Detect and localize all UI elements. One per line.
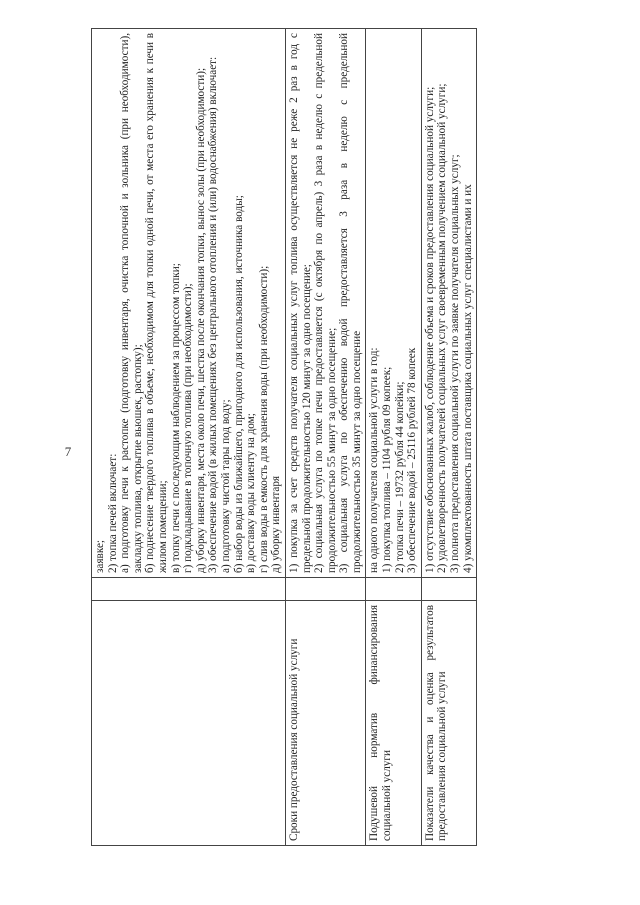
content-line: г) слив воды в емкость для хранения воды (при необходимости); [257, 265, 270, 573]
content-line: 1) отсутствие обоснованных жалоб, соблюдение объема и сроков предоставления социальной услуги; [423, 86, 436, 573]
row-content [92, 29, 286, 578]
table-row [366, 29, 421, 846]
row-content [285, 29, 366, 578]
row-label: Показатели качества и оценка результатов предоставления социальной услуги [421, 601, 476, 846]
service-table [91, 28, 477, 846]
table-row [421, 29, 476, 846]
content-line: д) уборку инвентаря, места около печи, шестка после окончания топки, вынос золы (при необходимости); [194, 67, 207, 573]
content-line: в) топку печи с последующим наблюдением за процессом топки; [169, 263, 182, 573]
page-number: 7 [64, 444, 72, 459]
content-line: д) уборку инвентаря [270, 475, 283, 573]
content-line: 2) топка печей включает: [106, 453, 119, 573]
content-line: 2) социальная услуга по топке печи предоставляется (с октября по апрель) 3 раза в неделю с предельной продолжительностью 55 минут за одно посещение; [313, 33, 338, 573]
content-line: 3) обеспечение водой – 25116 рублей 78 копеек [406, 347, 419, 573]
content-line: на одного получателя социальной услуги в год: [368, 347, 381, 573]
row-label: Подушевой норматив финансирования социальной услуги [366, 601, 421, 846]
content-line: б) набор воды из ближайшего, пригодного для использования, источника воды; [232, 195, 245, 573]
content-line: 3) полнота предоставления социальной услуги по заявке получателя социальных услуг; [449, 154, 462, 573]
row-content [421, 29, 476, 578]
content-line: 2) удовлетворенность получателей социальных услуг своевременным получением социальной услуги; [436, 83, 449, 573]
table-row [92, 29, 286, 846]
row-label [92, 601, 286, 846]
content-line: 1) покупка топлива – 1104 рубля 09 копеек; [381, 366, 394, 573]
content-line: г) подкладывание в топочную топлива (при необходимости); [182, 283, 195, 573]
content-line: 2) топка печи – 19732 рубля 44 копейки; [393, 381, 406, 573]
content-line: 4) укомплектованность штата поставщика социальных услуг специалистами и их [461, 184, 474, 573]
content-line: а) подготовку печи к растопке (подготовку инвентаря, очистка топочной и зольника (при необходимости), закладку топлива, открытие вьюшек, растопку); [119, 33, 144, 573]
row-label: Сроки предоставления социальной услуги [285, 601, 366, 846]
content-line: в) доставку воды клиенту на дом; [245, 413, 258, 573]
content-line: 3) обеспечение водой (в жилых помещениях без центрального отопления и (или) водоснабжения) включает: [207, 56, 220, 573]
document-sheet [91, 33, 571, 846]
content-line: 1) покупка за счет средств получателя социальных услуг топлива осуществляется не реже 2 раз в год с предельной продолжительностью 120 минут за одно посещение; [287, 33, 313, 573]
row-spacer-cell [285, 578, 366, 601]
row-content [366, 29, 421, 578]
content-line: б) поднесение твердого топлива в объеме, необходимом для топки одной печи, от места его хранения к печи в жилом помещении; [144, 33, 169, 573]
content-line: а) подготовку чистой тары под воду; [219, 399, 232, 573]
rotated-content [91, 33, 571, 846]
row-spacer-cell [366, 578, 421, 601]
row-spacer-cell [92, 578, 286, 601]
table-row [285, 29, 366, 846]
row-spacer-cell [421, 578, 476, 601]
content-line: заявке; [94, 539, 106, 573]
content-line: 3) социальная услуга по обеспечению водой предоставляется 3 раза в неделю с предельной продолжительностью 35 минут за одно посещение [338, 33, 363, 573]
